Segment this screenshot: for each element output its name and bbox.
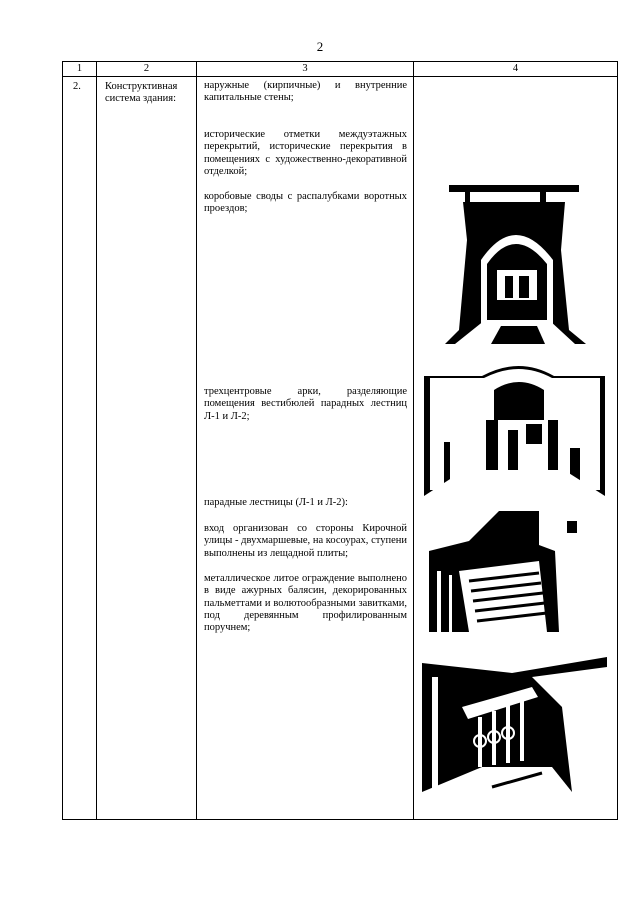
paragraph-floors: исторические отметки междуэтажных перекрытий, исторические перекрытия в помещениях с художественно-декоративной отделкой; bbox=[204, 129, 407, 177]
row-label: Конструктивная система здания: bbox=[105, 81, 178, 104]
header-cell-2: 2 bbox=[97, 62, 197, 77]
paragraph-walls: наружные (кирпичные) и внутренние капитальные стены; bbox=[204, 80, 407, 104]
photo-staircase-flight bbox=[429, 511, 602, 632]
photo-staircase-railing bbox=[422, 647, 607, 792]
header-cell-1: 1 bbox=[63, 62, 97, 77]
photo-vestibule-arch bbox=[424, 360, 605, 496]
paragraph-arches: трехцентровые арки, разделяющие помещения вестибюлей парадных лестниц Л-1 и Л-2; bbox=[204, 386, 407, 422]
row-number: 2. bbox=[73, 81, 81, 92]
row-label-cell bbox=[97, 77, 197, 820]
photo-vault-passage bbox=[445, 180, 586, 344]
table-row bbox=[63, 77, 618, 820]
page-number: 2 bbox=[316, 39, 324, 54]
header-cell-4: 4 bbox=[414, 62, 618, 77]
paragraph-vaults: коробовые своды с распалубками воротных проездов; bbox=[204, 191, 407, 215]
photo-cell bbox=[414, 77, 618, 820]
paragraph-railing: металлическое литое ограждение выполнено в виде ажурных балясин, декорированных пальметтами и волютообразными завитками, под деревянным профилированным поручнем; bbox=[204, 573, 407, 634]
row-number-cell bbox=[63, 77, 97, 820]
description-cell bbox=[197, 77, 414, 820]
table-header-row bbox=[63, 62, 618, 77]
protection-subject-table bbox=[62, 61, 618, 820]
paragraph-staircases: парадные лестницы (Л-1 и Л-2): bbox=[204, 497, 348, 508]
header-cell-3: 3 bbox=[197, 62, 414, 77]
paragraph-entrance: вход организован со стороны Кирочной улицы - двухмаршевые, на косоурах, ступени выполнены из лещадной плиты; bbox=[204, 523, 407, 559]
